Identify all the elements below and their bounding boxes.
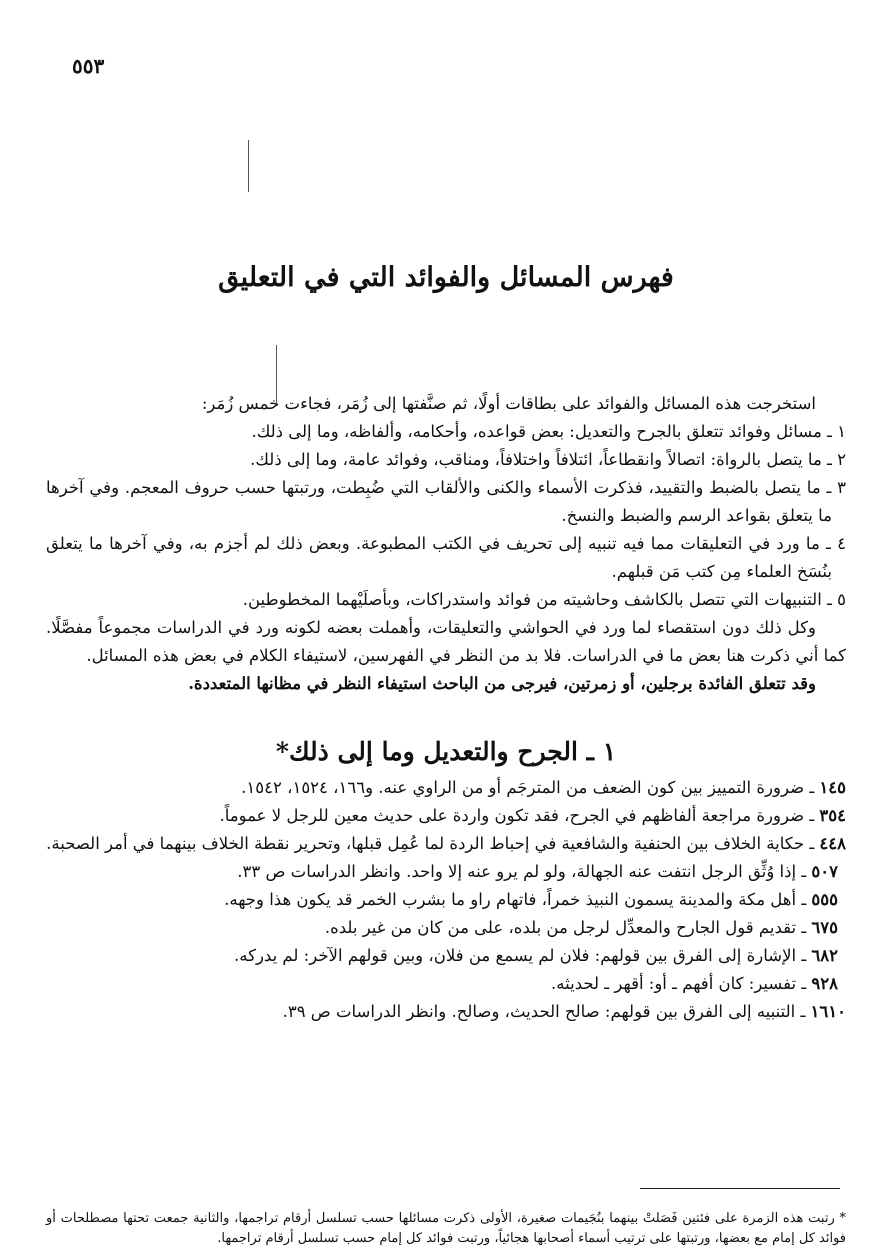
- entry-text: تفسير: كان أفهم ـ أو: أقهر ـ لحديثه.: [551, 974, 797, 993]
- index-entry: ٦٧٥ ـ تقديم قول الجارح والمعدِّل لرجل من بلده، على من كان من غير بلده.: [324, 918, 838, 937]
- group-item: ٣ ـ ما يتصل بالضبط والتقييد، فذكرت الأسماء والكنى والألقاب التي ضُبِطت، ورتبتها حسب حروف المعجم. وفي آخرها ما يتعلق بقواعد الرسم والضبط والنسخ.: [46, 478, 846, 525]
- group-item: ٥ ـ التنبيهات التي تتصل بالكاشف وحاشيته من فوائد واستدراكات، وبأصلَيْهما المخطوطين.: [242, 590, 846, 609]
- entry-text: الإشارة إلى الفرق بين قولهم: فلان لم يسمع من فلان، وبين قولهم الآخر: لم يدركه.: [234, 946, 797, 965]
- entry-text: أهل مكة والمدينة يسمون النبيذ خمراً، فاتهام راو ما بشرب الخمر قد يكون هذا وجهه.: [224, 890, 797, 909]
- group-item: ٢ ـ ما يتصل بالرواة: اتصالاً وانقطاعاً، ائتلافاً واختلافاً، ومناقب، وفوائد عامة، وما إلى ذلك.: [250, 450, 846, 469]
- index-entry: ٩٢٨ ـ تفسير: كان أفهم ـ أو: أقهر ـ لحديثه.: [551, 974, 838, 993]
- index-title: فهرس المسائل والفوائد التي في التعليق: [218, 262, 674, 294]
- entry-number: ٤٤٨: [819, 834, 846, 853]
- entry-text: تقديم قول الجارح والمعدِّل لرجل من بلده، على من كان من غير بلده.: [324, 918, 797, 937]
- intro-lead: استخرجت هذه المسائل والفوائد على بطاقات أولًا، ثم صنَّفتها إلى زُمَر، فجاءت خمس زُمَر:: [201, 394, 816, 413]
- entry-text: ضرورة مراجعة ألفاظهم في الجرح، فقد تكون واردة على حديث معين للرجل لا عموماً.: [219, 806, 805, 825]
- index-entry: ٣٥٤ ـ ضرورة مراجعة ألفاظهم في الجرح، فقد تكون واردة على حديث معين للرجل لا عموماً.: [219, 806, 846, 825]
- page-content: [46, 390, 846, 1026]
- index-entry: ٤٤٨ ـ حكاية الخلاف بين الحنفية والشافعية في إحباط الردة لما عُمِل قبلها، وتحرير نقطة الخلاف بينهما في أمر الصحبة.: [46, 834, 846, 853]
- index-entry: ١٤٥ ـ ضرورة التمييز بين كون الضعف من المترجَم أو من الراوي عنه. و١٦٦، ١٥٢٤، ١٥٤٢.: [241, 778, 846, 797]
- entry-text: إذا وُثِّق الرجل انتفت عنه الجهالة، ولو لم يرو عنه إلا واحد. وانظر الدراسات ص ٣٣.: [237, 862, 797, 881]
- index-entry: ٦٨٢ ـ الإشارة إلى الفرق بين قولهم: فلان لم يسمع من فلان، وبين قولهم الآخر: لم يدركه.: [234, 946, 838, 965]
- entry-text: حكاية الخلاف بين الحنفية والشافعية في إحباط الردة لما عُمِل قبلها، وتحرير نقطة الخلاف بينهما في أمر الصحبة.: [46, 834, 805, 853]
- entry-number: ١٤٥: [819, 778, 846, 797]
- footnote: * رتبت هذه الزمرة على فئتين فَصَلتْ بينهما بنُجَيمات صغيرة، الأولى ذكرت مسائلها حسب تسلسل أرقام تراجمها، والثانية جمعت تحتها مصطلحات أو فوائد كل إمام مع بعضها، ورتبتها على ترتيب أسماء أصحابها هجائياً، ورتبت فوائد كل إمام حسب تسلسل أرقام تراجمها.: [46, 1211, 846, 1246]
- index-entry: ٥٥٥ ـ أهل مكة والمدينة يسمون النبيذ خمراً، فاتهام راو ما بشرب الخمر قد يكون هذا وجهه.: [224, 890, 838, 909]
- entry-number: ٦٧٥: [811, 918, 838, 937]
- page-number: ٥٥٣: [72, 54, 105, 78]
- entry-number: ٣٥٤: [819, 806, 846, 825]
- entry-number: ٥٠٧: [811, 862, 838, 881]
- entry-number: ٦٨٢: [811, 946, 838, 965]
- footnote-rule: [640, 1188, 840, 1189]
- scan-mark: [248, 140, 249, 192]
- index-entry: ٥٠٧ ـ إذا وُثِّق الرجل انتفت عنه الجهالة، ولو لم يرو عنه إلا واحد. وانظر الدراسات ص ٣٣.: [237, 862, 838, 881]
- entry-number: ١٦١٠: [810, 1002, 846, 1021]
- entry-number: ٥٥٥: [811, 890, 838, 909]
- intro-paragraph: وقد تتعلق الفائدة برجلين، أو زمرتين، فيرجى من الباحث استيفاء النظر في مظانها المتعددة.: [188, 674, 816, 693]
- entry-text: التنبيه إلى الفرق بين قولهم: صالح الحديث، وصالح. وانظر الدراسات ص ٣٩.: [282, 1002, 796, 1021]
- index-entry: ١٦١٠ ـ التنبيه إلى الفرق بين قولهم: صالح الحديث، وصالح. وانظر الدراسات ص ٣٩.: [282, 1002, 846, 1021]
- group-item: ١ ـ مسائل وفوائد تتعلق بالجرح والتعديل: بعض قواعده، وأحكامه، وألفاظه، وما إلى ذلك.: [251, 422, 846, 441]
- entry-number: ٩٢٨: [811, 974, 838, 993]
- section-title: ١ ـ الجرح والتعديل وما إلى ذلك*: [275, 737, 617, 766]
- entry-text: ضرورة التمييز بين كون الضعف من المترجَم أو من الراوي عنه. و١٦٦، ١٥٢٤، ١٥٤٢.: [241, 778, 805, 797]
- group-item: ٤ ـ ما ورد في التعليقات مما فيه تنبيه إلى تحريف في الكتب المطبوعة. وبعض ذلك لم أجزم به، وفي آخرها ما يتعلق بنُسَخ العلماء مِن كتب مَن قبلهم.: [46, 534, 846, 581]
- intro-paragraph: وكل ذلك دون استقصاء لما ورد في الحواشي والتعليقات، وأهملت بعضه لكونه ورد في الدراسات مجموعاً مفصَّلًا. كما أني ذكرت هنا بعض ما في الدراسات. فلا بد من النظر في الفهرسين، لاستيفاء الكلام في بعض هذه المسائل.: [46, 618, 846, 665]
